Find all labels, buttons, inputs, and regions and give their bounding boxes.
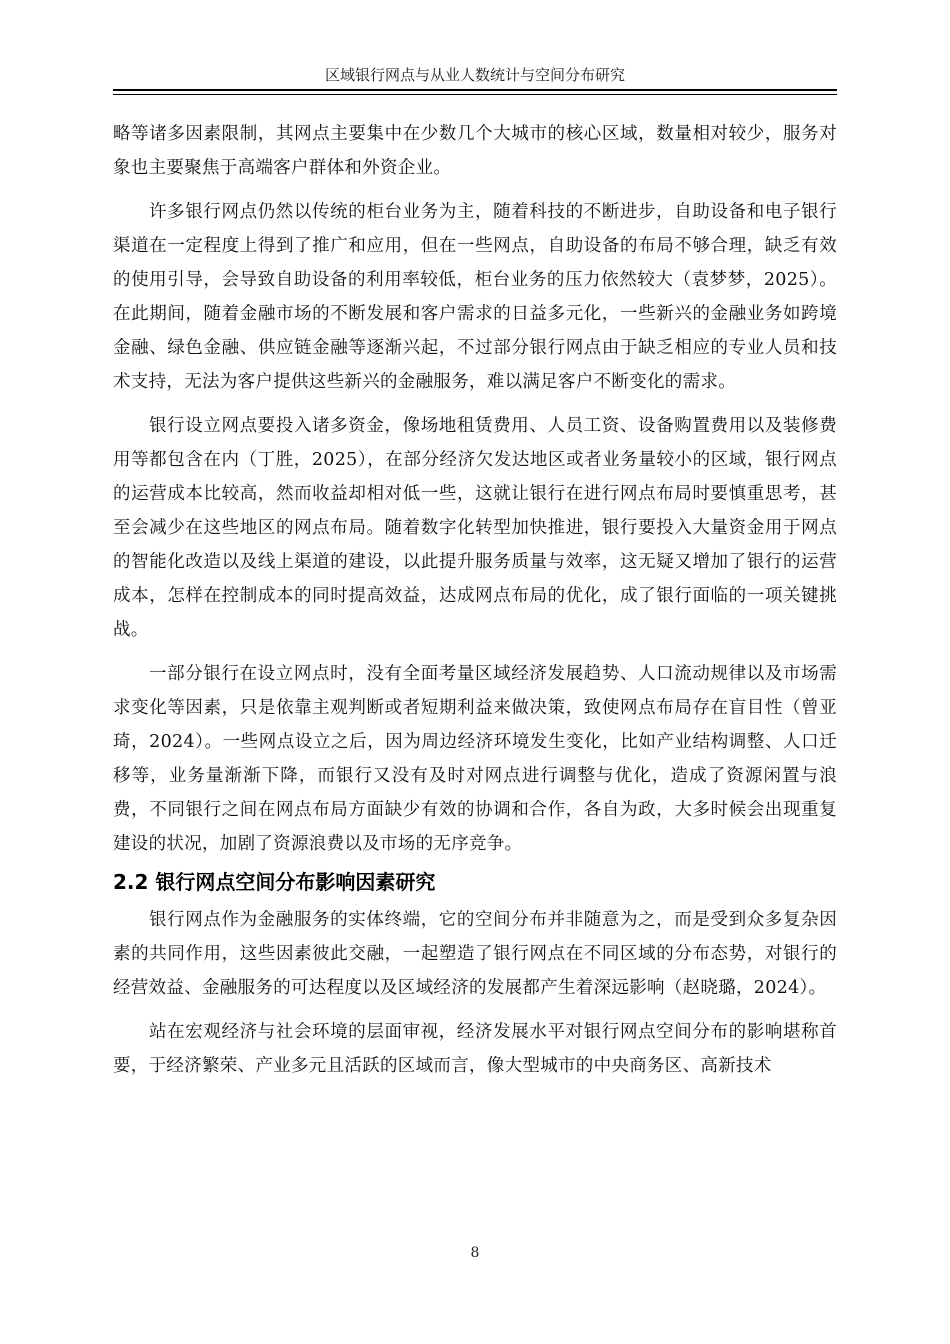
- running-header: 区域银行网点与从业人数统计与空间分布研究: [324, 66, 625, 84]
- paragraph: 银行设立网点要投入诸多资金，像场地租赁费用、人员工资、设备购置费用以及装修费用等都包含在内（丁胜，2025），在部分经济欠发达地区或者业务量较小的区域，银行网点的运营成本比较高，然而收益却相对低一些，这就让银行在进行网点布局时要慎重思考，甚至会减少在这些地区的网点布局。随着数字化转型加快推进，银行要投入大量资金用于网点的智能化改造以及线上渠道的建设，以此提升服务质量与效率，这无疑又增加了银行的运营成本，怎样在控制成本的同时提高效益，达成网点布局的优化，成了银行面临的一项关键挑战。: [113, 416, 837, 640]
- paragraph: 一部分银行在设立网点时，没有全面考量区域经济发展趋势、人口流动规律以及市场需求变化等因素，只是依靠主观判断或者短期利益来做决策，致使网点布局存在盲目性（曾亚琦，2024）。一些网点设立之后，因为周边经济环境发生变化，比如产业结构调整、人口迁移等，业务量渐渐下降，而银行又没有及时对网点进行调整与优化，造成了资源闲置与浪费，不同银行之间在网点布局方面缺少有效的协调和合作，各自为政，大多时候会出现重复建设的状况，加剧了资源浪费以及市场的无序竞争。: [113, 664, 837, 854]
- section-heading: 2.2 银行网点空间分布影响因素研究: [113, 870, 436, 894]
- paragraph: 许多银行网点仍然以传统的柜台业务为主，随着科技的不断进步，自助设备和电子银行渠道在一定程度上得到了推广和应用，但在一些网点，自助设备的布局不够合理，缺乏有效的使用引导，会导致自助设备的利用率较低，柜台业务的压力依然较大（袁梦梦，2025）。在此期间，随着金融市场的不断发展和客户需求的日益多元化，一些新兴的金融业务如跨境金融、绿色金融、供应链金融等逐渐兴起，不过部分银行网点由于缺乏相应的专业人员和技术支持，无法为客户提供这些新兴的金融服务，难以满足客户不断变化的需求。: [113, 202, 837, 392]
- page-number: 8: [470, 1245, 480, 1261]
- header-rule-thick: [113, 89, 837, 91]
- body-text: [113, 117, 837, 1083]
- paragraph-continued: 略等诸多因素限制，其网点主要集中在少数几个大城市的核心区域，数量相对较少，服务对象也主要聚焦于高端客户群体和外资企业。: [113, 124, 837, 178]
- paragraph: 站在宏观经济与社会环境的层面审视，经济发展水平对银行网点空间分布的影响堪称首要，于经济繁荣、产业多元且活跃的区域而言，像大型城市的中央商务区、高新技术: [113, 1022, 837, 1076]
- paragraph: 银行网点作为金融服务的实体终端，它的空间分布并非随意为之，而是受到众多复杂因素的共同作用，这些因素彼此交融，一起塑造了银行网点在不同区域的分布态势，对银行的经营效益、金融服务的可达程度以及区域经济的发展都产生着深远影响（赵晓璐，2024）。: [113, 910, 837, 998]
- header-rule-thin: [113, 94, 837, 95]
